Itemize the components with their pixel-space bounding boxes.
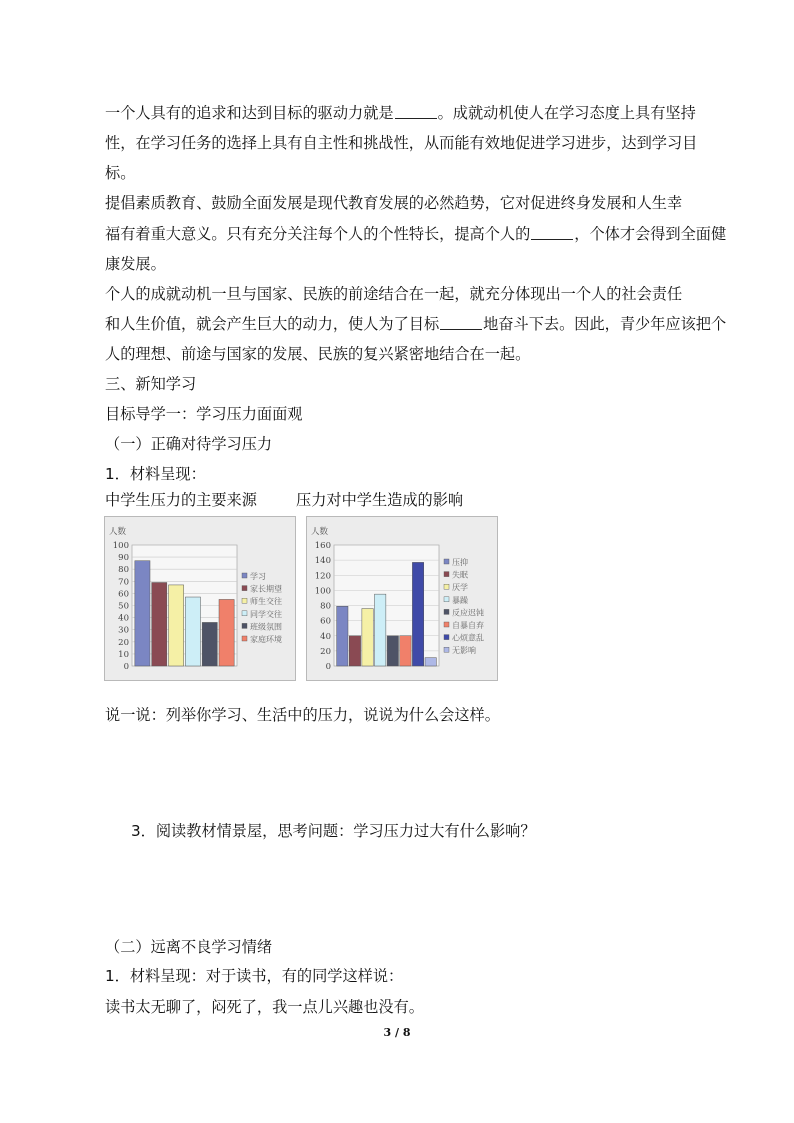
legend-label: 家庭环境 xyxy=(250,635,282,644)
legend-label: 压抑 xyxy=(452,558,468,567)
bar-暴躁 xyxy=(375,594,386,666)
subsection-heading-1: （一）正确对待学习压力 xyxy=(105,435,273,453)
y-tick-label: 40 xyxy=(118,613,129,624)
bar-无影响 xyxy=(425,658,436,666)
legend-swatch xyxy=(242,623,247,628)
page-number: 3 / 8 xyxy=(383,1026,411,1039)
legend-swatch xyxy=(444,584,449,589)
fill-blank-2[interactable] xyxy=(531,225,573,240)
y-tick-label: 60 xyxy=(320,616,331,627)
chart-stress-effects xyxy=(306,516,498,681)
bar-压抑 xyxy=(337,606,348,666)
y-tick-label: 40 xyxy=(320,631,331,642)
legend-swatch xyxy=(242,586,247,591)
para1-line1 xyxy=(105,103,696,123)
legend-swatch xyxy=(242,611,247,616)
legend-label: 厌学 xyxy=(452,583,468,593)
para2-text-a: 福有着重大意义。只有充分关注每个人的个性特长，提高个人的 xyxy=(105,225,531,243)
item-material-1: 1．材料呈现： xyxy=(105,465,206,483)
legend-swatch xyxy=(444,572,449,577)
legend-swatch xyxy=(444,559,449,564)
y-tick-label: 60 xyxy=(118,589,129,600)
chart-stress-effects-svg xyxy=(307,517,497,680)
bar-家庭环境 xyxy=(219,599,234,666)
para2-line1: 提倡素质教育、鼓励全面发展是现代教育发展的必然趋势，它对促进终身发展和人生幸 xyxy=(105,194,683,212)
legend-swatch xyxy=(444,635,449,640)
y-tick-label: 140 xyxy=(314,556,331,567)
bar-心烦意乱 xyxy=(412,562,423,666)
y-axis-label: 人数 xyxy=(109,527,127,537)
legend-label: 失眠 xyxy=(452,570,468,580)
legend-swatch xyxy=(444,597,449,602)
goal-heading: 目标导学一：学习压力面面观 xyxy=(105,405,303,423)
para3-line1: 个人的成就动机一旦与国家、民族的前途结合在一起，就充分体现出一个人的社会责任 xyxy=(105,285,683,303)
chart-stress-sources-svg xyxy=(105,517,295,680)
y-tick-label: 80 xyxy=(118,565,129,576)
legend-label: 自暴自弃 xyxy=(452,621,484,630)
fill-blank-3[interactable] xyxy=(440,315,482,330)
y-tick-label: 160 xyxy=(314,541,331,551)
legend-label: 学习 xyxy=(250,572,266,581)
y-tick-label: 10 xyxy=(118,649,129,660)
section-heading: 三、新知学习 xyxy=(105,375,197,393)
bar-自暴自弃 xyxy=(400,636,411,666)
legend-label: 心烦意乱 xyxy=(452,633,484,643)
question-3: 3．阅读教材情景屋，思考问题：学习压力过大有什么影响？ xyxy=(131,822,536,840)
chart-title-right: 压力对中学生造成的影响 xyxy=(296,491,464,509)
legend-label: 暴躁 xyxy=(452,595,468,605)
legend-swatch xyxy=(444,622,449,627)
y-tick-label: 20 xyxy=(118,637,129,648)
para1-line3: 标。 xyxy=(105,164,136,182)
bar-师生交往 xyxy=(169,585,184,666)
y-tick-label: 100 xyxy=(112,541,129,551)
item-material-2: 1．材料呈现：对于读书，有的同学这样说： xyxy=(105,967,404,985)
legend-swatch xyxy=(444,647,449,652)
fill-blank-1[interactable] xyxy=(395,104,437,119)
bar-班级氛围 xyxy=(202,622,217,666)
legend-swatch xyxy=(242,636,247,641)
legend-swatch xyxy=(242,573,247,578)
para1-text-b: 。成就动机使人在学习态度上具有坚持 xyxy=(437,104,696,122)
para1-line2: 性，在学习任务的选择上具有自主性和挑战性，从而能有效地促进学习进步，达到学习目 xyxy=(105,134,698,152)
para1-text-a: 一个人具有的追求和达到目标的驱动力就是 xyxy=(105,104,394,122)
legend-swatch xyxy=(242,598,247,603)
para3-line2 xyxy=(105,314,726,334)
para3-text-a: 和人生价值，就会产生巨大的动力，使人为了目标 xyxy=(105,315,440,333)
quote-text: 读书太无聊了，闷死了，我一点儿兴趣也没有。 xyxy=(105,998,424,1016)
legend-swatch xyxy=(444,609,449,614)
para3-text-b: 地奋斗下去。因此，青少年应该把个 xyxy=(483,315,727,333)
legend-label: 师生交往 xyxy=(250,597,282,607)
para2-text-b: ，个体才会得到全面健 xyxy=(574,225,727,243)
y-tick-label: 90 xyxy=(118,553,129,564)
y-tick-label: 70 xyxy=(118,577,129,588)
y-tick-label: 100 xyxy=(314,586,331,597)
bar-学习 xyxy=(135,561,150,666)
para3-line3: 人的理想、前途与国家的发展、民族的复兴紧密地结合在一起。 xyxy=(105,345,531,363)
y-tick-label: 20 xyxy=(320,646,331,657)
subsection-heading-2: （二）远离不良学习情绪 xyxy=(105,938,273,956)
chart-title-left: 中学生压力的主要来源 xyxy=(105,491,257,509)
y-tick-label: 50 xyxy=(118,601,129,612)
y-tick-label: 30 xyxy=(118,625,129,636)
y-axis-label: 人数 xyxy=(311,527,329,537)
y-tick-label: 120 xyxy=(314,571,331,582)
bar-失眠 xyxy=(349,636,360,666)
legend-label: 家长期望 xyxy=(250,584,282,594)
legend-label: 班级氛围 xyxy=(250,622,282,632)
y-tick-label: 0 xyxy=(325,662,331,672)
para2-line3: 康发展。 xyxy=(105,255,166,273)
legend-label: 反应迟钝 xyxy=(452,608,484,618)
bar-同学交往 xyxy=(185,597,200,666)
para2-line2 xyxy=(105,224,726,244)
chart-stress-sources xyxy=(104,516,296,681)
legend-label: 无影响 xyxy=(452,646,476,656)
bar-反应迟钝 xyxy=(387,636,398,666)
bar-厌学 xyxy=(362,609,373,666)
say-prompt: 说一说：列举你学习、生活中的压力，说说为什么会这样。 xyxy=(105,706,500,724)
y-tick-label: 0 xyxy=(123,662,129,672)
legend-label: 同学交往 xyxy=(250,609,282,619)
bar-家长期望 xyxy=(152,583,167,666)
y-tick-label: 80 xyxy=(320,601,331,612)
